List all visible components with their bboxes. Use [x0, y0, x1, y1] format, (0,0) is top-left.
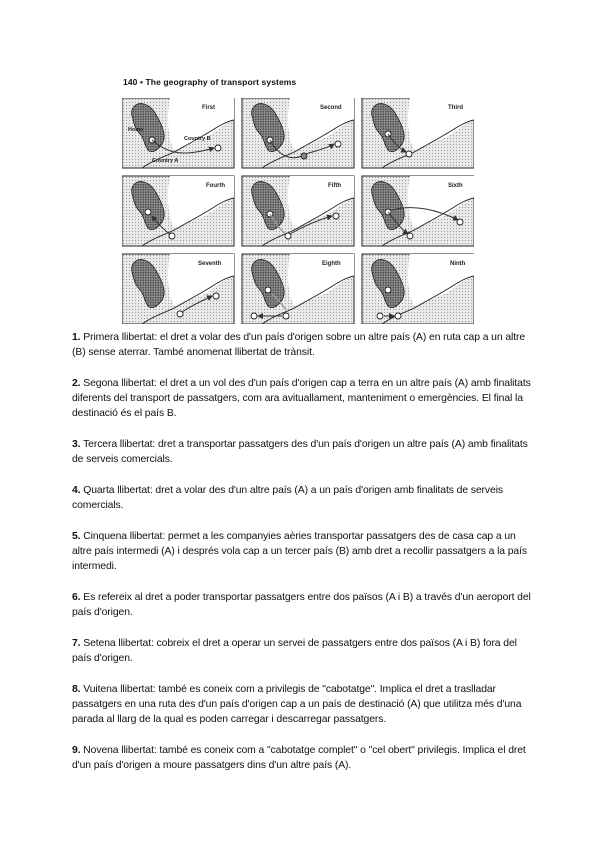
freedom-item	[72, 743, 532, 773]
panel-second	[242, 98, 354, 168]
panel-first	[122, 98, 234, 168]
freedom-number: 5.	[72, 531, 81, 542]
panel-label-first: First	[202, 105, 216, 111]
country-a-label: Country A	[152, 158, 179, 164]
freedom-text: Quarta llibertat: dret a volar des d'un altre país (A) a un país d'origen amb finalitats de serveis comercials.	[72, 485, 503, 511]
panel-ninth	[362, 254, 474, 324]
panel-fifth	[242, 176, 354, 246]
freedom-number: 2.	[72, 378, 81, 389]
freedom-item	[72, 636, 532, 666]
page-number: 140	[123, 77, 138, 87]
panel-label-sixth: Sixth	[448, 183, 463, 189]
panel-seventh	[122, 254, 234, 324]
freedoms-list	[72, 330, 532, 789]
freedoms-of-air-figure	[122, 98, 474, 324]
header-separator: •	[139, 77, 144, 87]
freedom-number: 8.	[72, 684, 81, 695]
freedom-number: 6.	[72, 592, 81, 603]
panel-eighth	[242, 254, 354, 324]
freedom-text: Tercera llibertat: dret a transportar passatgers des d'un país d'origen un altre país (A) amb finalitats de serveis comercials.	[72, 439, 528, 465]
panel-label-eighth: Eighth	[322, 261, 341, 267]
freedom-text: Cinquena llibertat: permet a les companyies aèries transportar passatgers des de casa cap a un altre país intermedi (A) i després vola cap a un tercer país (B) amb dret a recollir passatgers a la país intermedi.	[72, 531, 527, 572]
freedom-item	[72, 437, 532, 467]
freedom-item	[72, 330, 532, 360]
panel-third	[362, 98, 474, 168]
freedom-text: Setena llibertat: cobreix el dret a operar un servei de passatgers entre dos països (A i B) fora del país d'origen.	[72, 638, 517, 664]
freedom-item	[72, 529, 532, 574]
home-label: Home	[128, 127, 144, 133]
freedom-text: Es refereix al dret a poder transportar passatgers entre dos països (A i B) a través d'un aeroport del país d'origen.	[72, 592, 531, 618]
freedom-item	[72, 376, 532, 421]
freedom-number: 9.	[72, 745, 81, 756]
panel-label-seventh: Seventh	[198, 261, 222, 267]
freedom-text: Segona llibertat: el dret a un vol des d'un país d'origen cap a terra en un altre país (A) amb finalitats diferents del transport de passatgers, com ara avituallament, manteniment o emergències. El final la destinació és el país B.	[72, 378, 531, 419]
panel-sixth	[362, 176, 474, 246]
freedom-item	[72, 483, 532, 513]
panel-fourth	[122, 176, 234, 246]
panel-label-second: Second	[320, 105, 342, 111]
freedom-item	[72, 590, 532, 620]
freedom-number: 4.	[72, 485, 81, 496]
freedom-number: 7.	[72, 638, 81, 649]
freedom-number: 1.	[72, 332, 81, 343]
running-title: The geography of transport systems	[145, 77, 297, 87]
panel-label-fifth: Fifth	[328, 183, 341, 189]
page-header	[123, 77, 296, 87]
panel-label-ninth: Ninth	[450, 261, 466, 267]
country-b-label: Country B	[184, 136, 211, 142]
panel-label-fourth: Fourth	[206, 183, 225, 189]
freedom-text: Vuitena llibertat: també es coneix com a privilegis de "cabotatge". Implica el dret a traslladar passatgers en una ruta des d'un país d'origen cap a un país de destinació (A) que utilitza més d'una parada al llarg de la qual es poden carregar i descarregar passatgers.	[72, 684, 522, 725]
freedom-text: Primera llibertat: el dret a volar des d'un país d'origen sobre un altre país (A) en ruta cap a un altre (B) sense aterrar. També anomenat llibertat de trànsit.	[72, 332, 526, 358]
panel-label-third: Third	[448, 105, 463, 111]
freedom-item	[72, 682, 532, 727]
freedom-text: Novena llibertat: també es coneix com a "cabotatge complet" o "cel obert" privilegis. Implica el dret d'un país d'origen a moure passatgers dins d'un altre país (A).	[72, 745, 526, 771]
freedom-number: 3.	[72, 439, 81, 450]
